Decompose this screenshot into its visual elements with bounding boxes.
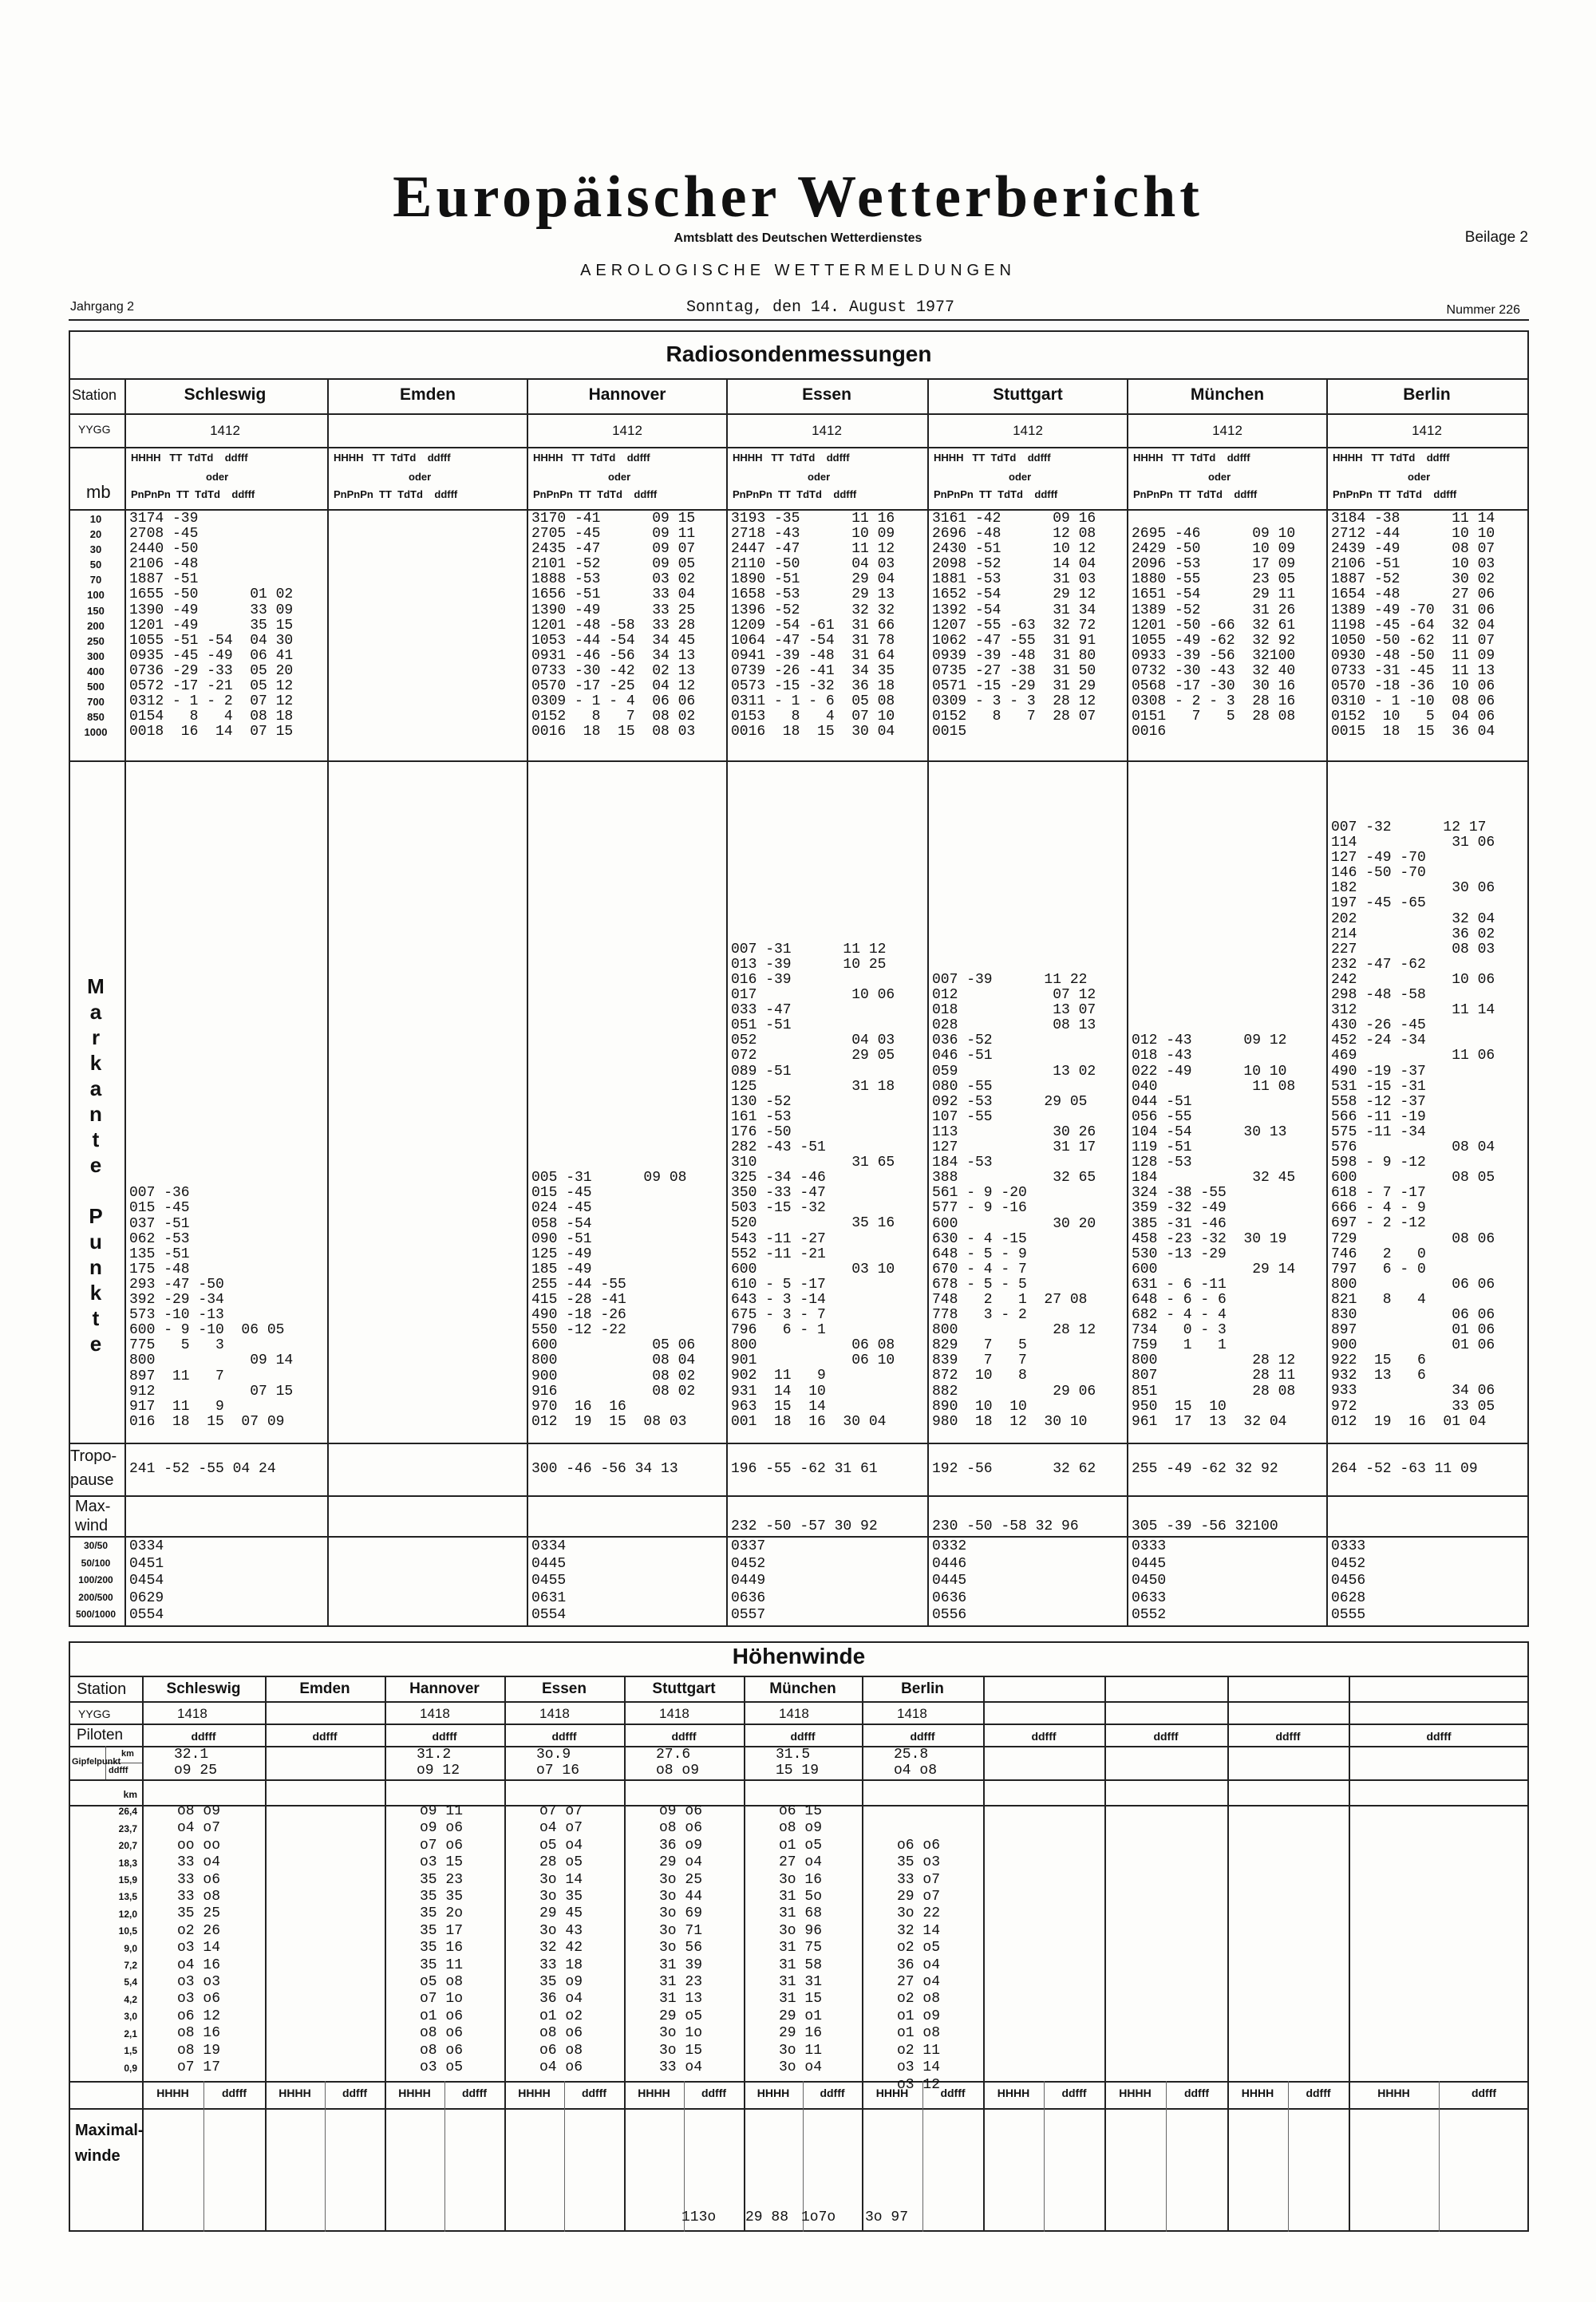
column-header-top: HHHH TT TdTd ddfff [733, 452, 850, 464]
hw-max-ddfff: ddfff [221, 2087, 247, 2099]
significant-points: 007 -31 11 12 013 -39 10 25 016 -39 017 10 06 033 -47 051 -51 052 04 03 072 29 05 089 -51 125 31 18 130 -52 161 -53 176 -50 282 -43 -51 310 31 65 325 -34 -46 350 -33 -47 503 -15 -32 520 35 16 543 -11 -27 552 -11 -21 600 03 10 610 - 5 -17 643 - 3 -14 675 - 3 - 7 796 6 - 1 800 06 08 901 06 10 902 11 9 931 14 10 963 15 14 001 18 16 30 04 [731, 941, 895, 1430]
rule [726, 378, 728, 1627]
column-header-top: HHHH TT TdTd ddfff [533, 452, 650, 464]
hw-max-ddfff: ddfff [1183, 2087, 1210, 2099]
tropopause-value: 196 -55 -62 31 61 [731, 1461, 878, 1477]
hw-piloten-ddfff: ddfff [671, 1730, 697, 1743]
hw-piloten-ddfff: ddfff [1426, 1730, 1452, 1743]
standard-levels: 3170 -41 09 15 2705 -45 09 11 2435 -47 09 07 2101 -52 09 05 1888 -53 03 02 1656 -51 33 04 1390 -49 33 25 1201 -48 -58 33 28 1053 -44 -54 34 45 0931 -46 -56 34 13 0733 -30 -42 02 13 0570 -17 -25 04 12 0309 - 1 - 4 06 06 0152 8 7 08 02 0016 18 15 08 03 [531, 511, 696, 740]
maxwind-value: 305 -39 -56 32100 [1132, 1518, 1278, 1534]
rule [862, 1676, 863, 2232]
hw-peak-km: 25.8 [894, 1747, 929, 1763]
hw-wind-values: o9 o6 o8 o6 36 o9 29 o4 3o 25 3o 44 3o 69 3o 71 3o 56 31 39 31 23 31 13 29 o5 3o 1o 3o 15 33 o4 [659, 1803, 703, 2076]
hw-max-hhhh: HHHH [997, 2087, 1030, 2099]
tropopause-value: 255 -49 -62 32 92 [1132, 1461, 1278, 1477]
radiosonde-title: Radiosondenmessungen [666, 342, 932, 366]
rule [69, 378, 1529, 380]
hw-peak-ddfff: o4 o8 [894, 1763, 938, 1779]
label-marked-points: M a r k a n t e P u n k t e [87, 974, 105, 1356]
header-rule [69, 319, 1529, 321]
rule [624, 1676, 626, 2232]
hw-station-name: München [769, 1680, 836, 1697]
hw-max-ddfff: ddfff [1471, 2087, 1497, 2099]
hw-max-ddfff-value: 3o 97 [865, 2209, 909, 2225]
station-name: Essen [802, 385, 851, 404]
rule [983, 1676, 985, 2232]
column-header-or: oder [409, 471, 432, 483]
hw-max-ddfff: ddfff [940, 2087, 966, 2099]
hw-station-name: Schleswig [166, 1680, 241, 1697]
station-name: München [1190, 385, 1265, 404]
hw-peak-km: 31.5 [776, 1747, 811, 1763]
hw-max-ddfff-value: 29 88 [745, 2209, 789, 2225]
column-header-top: HHHH TT TdTd ddfff [934, 452, 1051, 464]
hw-max-hhhh-value: 113o [681, 2209, 717, 2225]
column-header-or: oder [206, 471, 229, 483]
standard-levels: 3193 -35 11 16 2718 -43 10 09 2447 -47 11 12 2110 -50 04 03 1890 -51 29 04 1658 -53 29 13 1396 -52 32 32 1209 -54 -61 31 66 1064 -47 -54 31 78 0941 -39 -48 31 64 0739 -26 -41 34 35 0573 -15 -32 36 18 0311 - 1 - 6 05 08 0153 8 4 07 10 0016 18 15 30 04 [731, 511, 895, 740]
hw-piloten-ddfff: ddfff [910, 1730, 935, 1743]
hw-label-station: Station [77, 1680, 127, 1698]
hw-peak-ddfff: o8 o9 [656, 1763, 700, 1779]
rule [69, 2081, 1529, 2083]
rule [69, 1495, 1529, 1497]
hoehenwinde-title: Höhenwinde [732, 1644, 866, 1668]
hw-peak-ddfff: o7 16 [536, 1763, 580, 1779]
rule [1227, 1676, 1229, 2232]
column-header-bottom: PnPnPn TT TdTd ddfff [1333, 488, 1457, 500]
label-maxwind: Max- wind [75, 1498, 111, 1534]
rule [927, 378, 929, 1627]
hw-max-hhhh-value: 1o7o [801, 2209, 836, 2225]
hw-max-hhhh: HHHH [638, 2087, 670, 2099]
standard-levels: 3174 -39 2708 -45 2440 -50 2106 -48 1887 -51 1655 -50 01 02 1390 -49 33 09 1201 -49 35 15 1055 -51 -54 04 30 0935 -45 -49 06 41 0736 -29 -33 05 20 0572 -17 -21 05 12 0312 - 1 - 2 07 12 0154 8 4 08 18 0018 16 14 07 15 [129, 511, 294, 740]
hw-label-ddfff: ddfff [109, 1766, 128, 1775]
label-station: Station [72, 387, 117, 403]
column-header-or: oder [608, 471, 631, 483]
hw-label-gipfel: Gipfelpunkt [72, 1757, 121, 1767]
column-header-top: HHHH TT TdTd ddfff [334, 452, 451, 464]
hw-max-ddfff: ddfff [701, 2087, 727, 2099]
hw-max-hhhh: HHHH [1119, 2087, 1152, 2099]
hw-max-hhhh: HHHH [398, 2087, 431, 2099]
hw-peak-km: 32.1 [174, 1747, 209, 1763]
rule [69, 413, 1529, 415]
volume-label: Jahrgang 2 [70, 300, 135, 314]
hw-piloten-ddfff: ddfff [790, 1730, 816, 1743]
hw-peak-ddfff: o9 12 [417, 1763, 460, 1779]
rule [564, 2081, 565, 2232]
hw-station-name: Berlin [901, 1680, 944, 1697]
column-header-bottom: PnPnPn TT TdTd ddfff [1133, 488, 1258, 500]
hw-max-hhhh: HHHH [1377, 2087, 1410, 2099]
rule [69, 1779, 1529, 1781]
wind-shear-values: 0334 0445 0455 0631 0554 [531, 1538, 567, 1623]
hw-piloten-ddfff: ddfff [312, 1730, 338, 1743]
hw-wind-values: o7 o7 o4 o7 o5 o4 28 o5 3o 14 3o 35 29 45 3o 43 32 42 33 18 35 o9 36 o4 o1 o2 o8 o6 o6 o8 o4 o6 [539, 1803, 583, 2076]
rule [124, 378, 126, 1627]
rule [69, 1443, 1529, 1444]
hw-label-piloten: Piloten [77, 1727, 124, 1743]
column-header-or: oder [808, 471, 831, 483]
maxwind-value: 230 -50 -58 32 96 [932, 1518, 1079, 1534]
standard-levels: 3184 -38 11 14 2712 -44 10 10 2439 -49 08 07 2106 -51 10 03 1887 -52 30 02 1654 -48 27 06 1389 -49 -70 31 06 1198 -45 -64 32 04 1050 -50 -62 11 07 0930 -48 -50 11 09 0733 -31 -45 11 13 0570 -18 -36 10 06 0310 - 1 -10 08 06 0152 10 5 04 06 0015 18 15 36 04 [1331, 511, 1495, 740]
label-tropopause: Tropo- pause [70, 1447, 117, 1489]
rule [327, 378, 329, 1627]
tropopause-value: 241 -52 -55 04 24 [129, 1461, 276, 1477]
station-name: Berlin [1403, 385, 1451, 404]
hw-piloten-ddfff: ddfff [1031, 1730, 1057, 1743]
rule [69, 1724, 1529, 1725]
significant-points: 007 -32 12 17 114 31 06 127 -49 -70 146 -50 -70 182 30 06 197 -45 -65 202 32 04 214 36 02 227 08 03 232 -47 -62 242 10 06 298 -48 -58 312 11 14 430 -26 -45 452 -24 -34 469 11 06 490 -19 -37 531 -15 -31 558 -12 -37 566 -11 -19 575 -11 -34 576 08 04 598 - 9 -12 600 08 05 618 - 7 -17 666 - 4 - 9 697 - 2 -12 729 08 06 746 2 0 797 6 - 0 800 06 06 821 8 4 830 06 06 897 01 06 900 01 06 922 15 6 932 13 6 933 34 06 972 33 05 012 19 16 01 04 [1331, 819, 1495, 1430]
hw-piloten-ddfff: ddfff [551, 1730, 577, 1743]
subtitle: Amtsblatt des Deutschen Wetterdienstes [674, 231, 922, 245]
hw-altitude-km: km 26,4 23,7 20,7 18,3 15,9 13,5 12,0 10,5 9,0 7,2 5,4 4,2 3,0 2,1 1,5 0,9 [118, 1789, 137, 2074]
column-header-bottom: PnPnPn TT TdTd ddfff [533, 488, 658, 500]
significant-points: 012 -43 09 12 018 -43 022 -49 10 10 040 11 08 044 -51 056 -55 104 -54 30 13 119 -51 128 -53 184 32 45 324 -38 -55 359 -32 -49 385 -31 -46 458 -23 -32 30 19 530 -13 -29 600 29 14 631 - 6 -11 648 - 6 - 6 682 - 4 - 4 734 0 - 3 759 1 1 800 28 12 807 28 11 851 28 08 950 15 10 961 17 13 32 04 [1132, 1033, 1296, 1430]
hw-label-maximal: Maximal- winde [75, 2122, 144, 2165]
significant-points: 005 -31 09 08 015 -45 024 -45 058 -54 090 -51 125 -49 185 -49 255 -44 -55 415 -28 -41 490 -18 -26 550 -12 -22 600 05 06 800 08 04 900 08 02 916 08 02 970 16 16 012 19 15 08 03 [531, 1170, 696, 1430]
hw-max-hhhh: HHHH [279, 2087, 311, 2099]
significant-points: 007 -36 015 -45 037 -51 062 -53 135 -51 175 -48 293 -47 -50 392 -29 -34 573 -10 -13 600 - 9 -10 06 05 775 5 3 800 09 14 897 11 7 912 07 15 917 11 9 016 18 15 07 09 [129, 1185, 294, 1430]
rule [1439, 2081, 1440, 2232]
column-header-top: HHHH TT TdTd ddfff [131, 452, 248, 464]
column-header-or: oder [1009, 471, 1032, 483]
hw-peak-ddfff: o9 25 [174, 1763, 218, 1779]
yygg-value: 1412 [1212, 423, 1242, 438]
shear-levels: 30/50 50/100 100/200 200/500 500/1000 [75, 1540, 117, 1620]
hw-wind-values: o6 o6 35 o3 33 o7 29 o7 3o 22 32 14 o2 o5 36 o4 27 o4 o2 o8 o1 o9 o1 o8 o2 11 o3 14 o3 12 [897, 1837, 941, 2093]
rule [203, 2081, 204, 2232]
hw-max-ddfff: ddfff [820, 2087, 845, 2099]
rule [504, 1676, 506, 2232]
hw-max-hhhh: HHHH [156, 2087, 189, 2099]
rule [1104, 1676, 1106, 2232]
rule [69, 760, 1529, 762]
tropopause-value: 300 -46 -56 34 13 [531, 1461, 678, 1477]
rule [1326, 378, 1328, 1627]
column-header-bottom: PnPnPn TT TdTd ddfff [334, 488, 458, 500]
column-header-bottom: PnPnPn TT TdTd ddfff [131, 488, 255, 500]
hw-max-hhhh: HHHH [875, 2087, 909, 2099]
column-header-bottom: PnPnPn TT TdTd ddfff [733, 488, 857, 500]
column-header-or: oder [1208, 471, 1231, 483]
hw-peak-km: 27.6 [656, 1747, 691, 1763]
hw-max-hhhh: HHHH [757, 2087, 790, 2099]
hw-yygg: 1418 [420, 1706, 450, 1721]
rule [69, 1536, 1529, 1538]
column-header-top: HHHH TT TdTd ddfff [1333, 452, 1450, 464]
hw-station-name: Hannover [409, 1680, 480, 1697]
pressure-levels: 10 20 30 50 70 100 150 200 250 300 400 500 700 850 1000 [84, 513, 108, 739]
page-title: Europäischer Wetterbericht [393, 164, 1203, 230]
station-name: Stuttgart [993, 385, 1063, 404]
tropopause-value: 192 -56 32 62 [932, 1461, 1096, 1477]
rule [1349, 1676, 1350, 2232]
issue-number: Nummer 226 [1446, 303, 1520, 317]
issue-date: Sonntag, den 14. August 1977 [686, 298, 955, 317]
hw-yygg: 1418 [539, 1706, 570, 1721]
hw-max-ddfff: ddfff [581, 2087, 607, 2099]
section-heading: AEROLOGISCHE WETTERMELDUNGEN [580, 262, 1016, 279]
hw-station-name: Emden [299, 1680, 350, 1697]
hw-wind-values: o9 11 o9 o6 o7 o6 o3 15 35 23 35 35 35 2o 35 17 35 16 35 11 o5 o8 o7 1o o1 o6 o8 o6 o8 o6 o3 o5 [420, 1803, 464, 2076]
hw-piloten-ddfff: ddfff [432, 1730, 457, 1743]
maxwind-value: 232 -50 -57 30 92 [731, 1518, 878, 1534]
wind-shear-values: 0333 0445 0450 0633 0552 [1132, 1538, 1167, 1623]
yygg-value: 1412 [1013, 423, 1043, 438]
rule [527, 378, 528, 1627]
rule [69, 2108, 1529, 2110]
supplement-label: Beilage 2 [1464, 229, 1528, 246]
hw-label-yygg: YYGG [78, 1708, 111, 1720]
rule [1288, 2081, 1289, 2232]
hw-station-name: Essen [542, 1680, 587, 1697]
column-header-top: HHHH TT TdTd ddfff [1133, 452, 1250, 464]
hw-piloten-ddfff: ddfff [1153, 1730, 1179, 1743]
yygg-value: 1412 [812, 423, 842, 438]
rule [1044, 2081, 1045, 2232]
hw-max-hhhh: HHHH [1241, 2087, 1274, 2099]
hw-peak-km: 31.2 [417, 1747, 452, 1763]
wind-shear-values: 0332 0446 0445 0636 0556 [932, 1538, 967, 1623]
label-mb: mb [86, 482, 111, 502]
station-name: Emden [399, 385, 456, 404]
label-yygg: YYGG [78, 423, 111, 436]
rule [265, 1676, 267, 2232]
rule [744, 1676, 745, 2232]
rule [444, 2081, 445, 2232]
rule [385, 1676, 386, 2232]
yygg-value: 1412 [210, 423, 240, 438]
hw-label-km: km [121, 1749, 134, 1759]
yygg-value: 1412 [1412, 423, 1442, 438]
hw-wind-values: o6 15 o8 o9 o1 o5 27 o4 3o 16 31 5o 31 68 3o 96 31 75 31 58 31 31 31 15 29 o1 29 16 3o 11 3o o4 [779, 1803, 823, 2076]
rule [1166, 2081, 1167, 2232]
wind-shear-values: 0334 0451 0454 0629 0554 [129, 1538, 164, 1623]
hw-peak-ddfff: 15 19 [776, 1763, 820, 1779]
rule [922, 2081, 923, 2232]
rule [325, 2081, 326, 2232]
significant-points: 007 -39 11 22 012 07 12 018 13 07 028 08 13 036 -52 046 -51 059 13 02 080 -55 092 -53 29 05 107 -55 113 30 26 127 31 17 184 -53 388 32 65 561 - 9 -20 577 - 9 -16 600 30 20 630 - 4 -15 648 - 5 - 9 670 - 4 - 7 678 - 5 - 5 748 2 1 27 08 778 3 - 2 800 28 12 829 7 5 839 7 7 872 10 8 882 29 06 890 10 10 980 18 12 30 10 [932, 972, 1096, 1430]
hw-max-ddfff: ddfff [461, 2087, 488, 2099]
wind-shear-values: 0337 0452 0449 0636 0557 [731, 1538, 766, 1623]
station-name: Hannover [588, 385, 666, 404]
hw-yygg: 1418 [659, 1706, 689, 1721]
hw-yygg: 1418 [177, 1706, 207, 1721]
rule [69, 447, 1529, 448]
hw-max-hhhh: HHHH [518, 2087, 551, 2099]
rule [1127, 378, 1128, 1627]
hw-yygg: 1418 [779, 1706, 809, 1721]
hw-station-name: Stuttgart [652, 1680, 716, 1697]
standard-levels: 3161 -42 09 16 2696 -48 12 08 2430 -51 10 12 2098 -52 14 04 1881 -53 31 03 1652 -54 29 12 1392 -54 31 34 1207 -55 -63 32 72 1062 -47 -55 31 91 0939 -39 -48 31 80 0735 -27 -38 31 50 0571 -15 -29 31 29 0309 - 3 - 3 28 12 0152 8 7 28 07 0015 [932, 511, 1096, 740]
column-header-or: oder [1408, 471, 1431, 483]
hw-piloten-ddfff: ddfff [1275, 1730, 1301, 1743]
yygg-value: 1412 [612, 423, 642, 438]
hw-max-ddfff: ddfff [1061, 2087, 1087, 2099]
hw-wind-values: o8 o9 o4 o7 oo oo 33 o4 33 o6 33 o8 35 25 o2 26 o3 14 o4 16 o3 o3 o3 o6 o6 12 o8 16 o8 19 o7 17 [177, 1803, 221, 2076]
hw-peak-km: 3o.9 [536, 1747, 571, 1763]
hw-piloten-ddfff: ddfff [191, 1730, 216, 1743]
hw-max-ddfff: ddfff [342, 2087, 368, 2099]
tropopause-value: 264 -52 -63 11 09 [1331, 1461, 1478, 1477]
standard-levels: 2695 -46 09 10 2429 -50 10 09 2096 -53 17 09 1880 -55 23 05 1651 -54 29 11 1389 -52 31 26 1201 -50 -66 32 61 1055 -49 -62 32 92 0933 -39 -56 32100 0732 -30 -43 32 40 0568 -17 -30 30 16 0308 - 2 - 3 28 16 0151 7 5 28 08 0016 [1132, 526, 1296, 740]
column-header-bottom: PnPnPn TT TdTd ddfff [934, 488, 1058, 500]
hw-yygg: 1418 [897, 1706, 927, 1721]
wind-shear-values: 0333 0452 0456 0628 0555 [1331, 1538, 1366, 1623]
hw-max-ddfff: ddfff [1306, 2087, 1331, 2099]
station-name: Schleswig [184, 385, 267, 404]
rule [69, 1676, 1529, 1677]
rule [69, 1701, 1529, 1703]
